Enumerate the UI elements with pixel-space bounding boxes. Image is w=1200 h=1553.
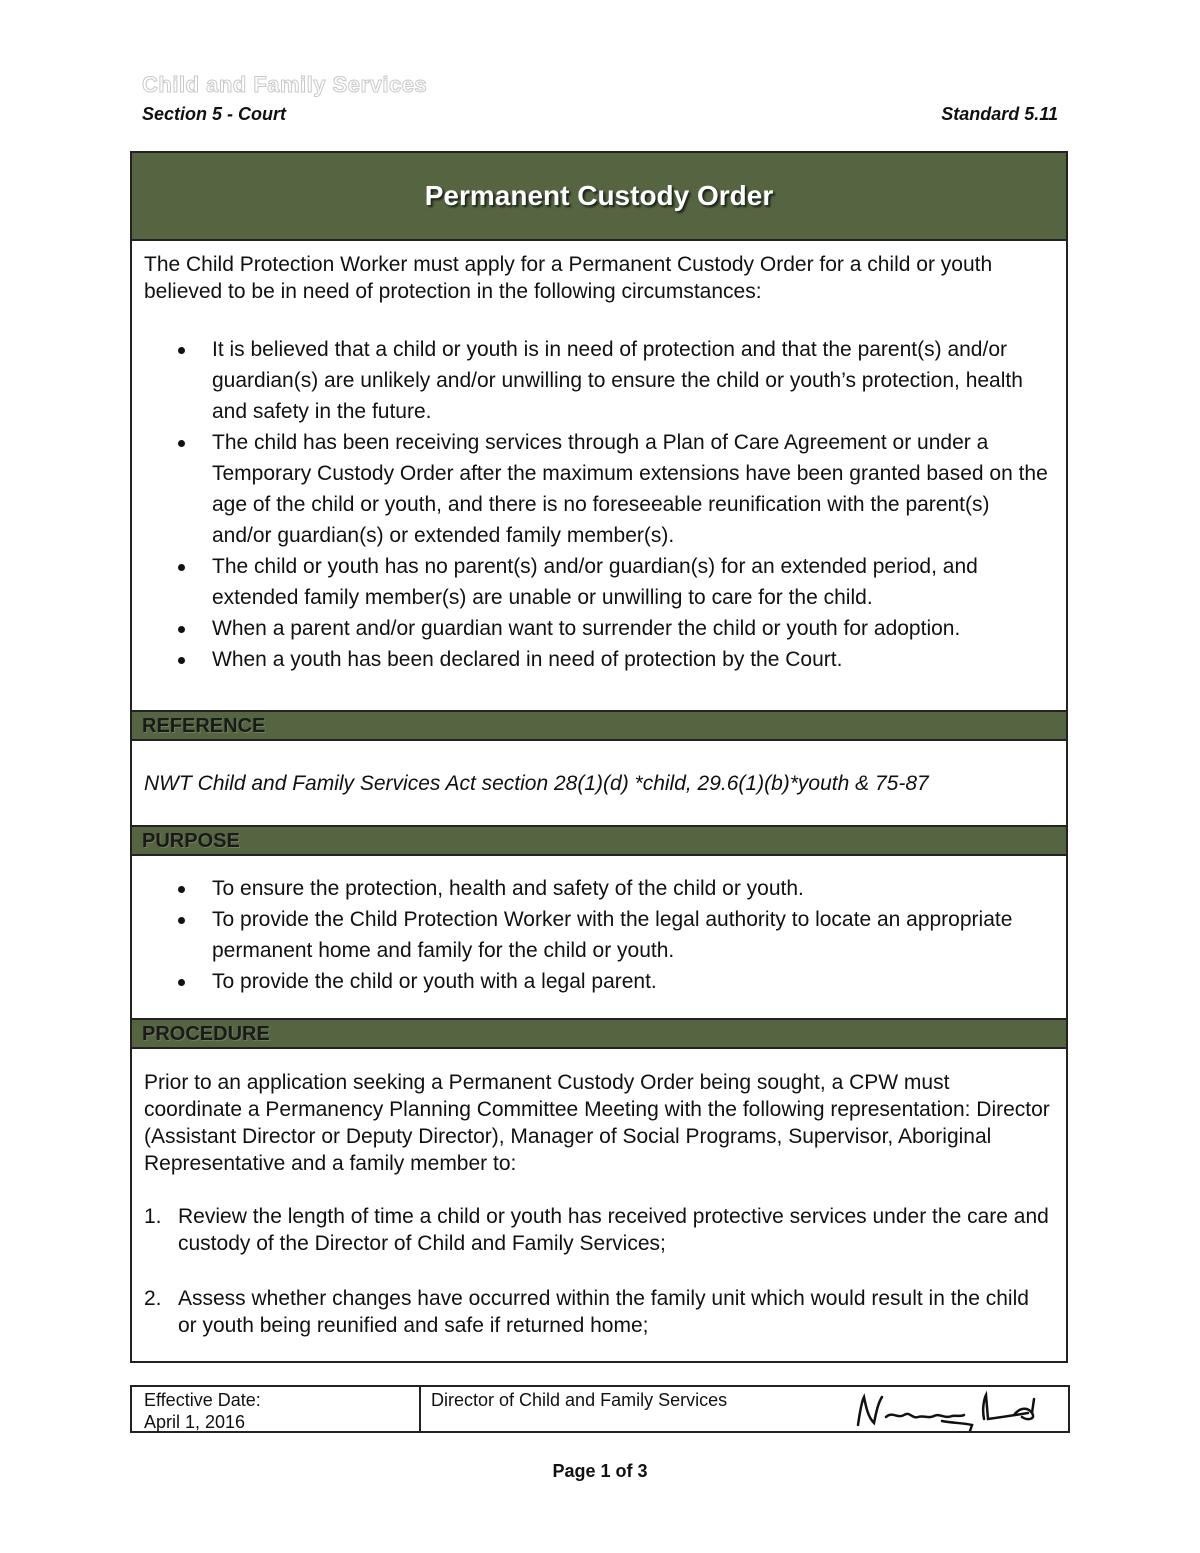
intro-text: The Child Protection Worker must apply for a Permanent Custody Order for a child or youth believed to be in need of protection in the following circumstances: — [144, 253, 993, 303]
list-item — [144, 1203, 1052, 1257]
step-text: Review the length of time a child or youth has received protective services under the care and custody of the Director of Child and Family Services; — [178, 1205, 1049, 1255]
procedure-steps — [144, 1203, 1052, 1367]
signature-image — [852, 1389, 1052, 1431]
reference-text: NWT Child and Family Services Act section 28(1)(d) *child, 29.6(1)(b)*youth & 75-87 — [144, 772, 929, 795]
list-item: It is believed that a child or youth is in need of protection and that the parent(s) and/or guardian(s) are unlikely and/or unwilling to ensure the child or youth’s protection, health and safety in the future. — [144, 334, 1052, 427]
footer-table — [130, 1385, 1070, 1433]
page-number: Page 1 of 3 — [552, 1461, 648, 1481]
page-title: Permanent Custody Order — [424, 180, 774, 211]
list-item: To provide the Child Protection Worker with the legal authority to locate an appropriate permanent home and family for the child or youth. — [144, 904, 1052, 966]
list-item: The child has been receiving services through a Plan of Care Agreement or under a Temporary Custody Order after the maximum extensions have been granted based on the age of the child or youth, and there is no foreseeable reunification with the parent(s) and/or guardian(s) or extended family member(s). — [144, 427, 1052, 551]
list-item — [144, 1285, 1052, 1339]
procedure-heading-bar — [132, 1018, 1066, 1049]
procedure-intro: Prior to an application seeking a Permanent Custody Order being sought, a CPW must coordinate a Permanency Planning Committee Meeting with the following representation: Director (Assistant Director or Deputy Director), Manager of Social Programs, Supervisor, Aboriginal Representative and a family member to: — [144, 1071, 1050, 1175]
standard-box — [130, 151, 1068, 1363]
step-number: 1. — [144, 1205, 162, 1228]
list-item: When a parent and/or guardian want to surrender the child or youth for adoption. — [144, 613, 1052, 644]
circumstances-list — [144, 334, 1052, 675]
step-number: 2. — [144, 1287, 162, 1310]
step-text: Assess whether changes have occurred within the family unit which would result in the child or youth being reunified and safe if returned home; — [178, 1287, 1029, 1337]
list-item: The child or youth has no parent(s) and/or guardian(s) for an extended period, and extended family member(s) are unable or unwilling to care for the child. — [144, 551, 1052, 613]
list-item: To ensure the protection, health and safety of the child or youth. — [144, 873, 1052, 904]
effective-date-label: Effective Date: — [144, 1390, 261, 1410]
purpose-list — [144, 873, 1052, 997]
authority-label: Director of Child and Family Services — [431, 1390, 728, 1410]
list-item: To provide the child or youth with a legal parent. — [144, 966, 1052, 997]
reference-heading: REFERENCE — [142, 715, 266, 737]
purpose-heading: PURPOSE — [142, 830, 240, 852]
header-brand: Child and Family Services — [142, 72, 428, 97]
effective-date-value: April 1, 2016 — [144, 1412, 246, 1432]
reference-heading-bar — [132, 710, 1066, 741]
purpose-heading-bar — [132, 825, 1066, 856]
procedure-heading: PROCEDURE — [142, 1023, 270, 1045]
header-section: Section 5 - Court — [142, 104, 287, 124]
footer-divider — [419, 1387, 421, 1431]
title-bar — [132, 153, 1066, 241]
header-standard: Standard 5.11 — [941, 104, 1058, 124]
list-item: When a youth has been declared in need of protection by the Court. — [144, 644, 1052, 675]
